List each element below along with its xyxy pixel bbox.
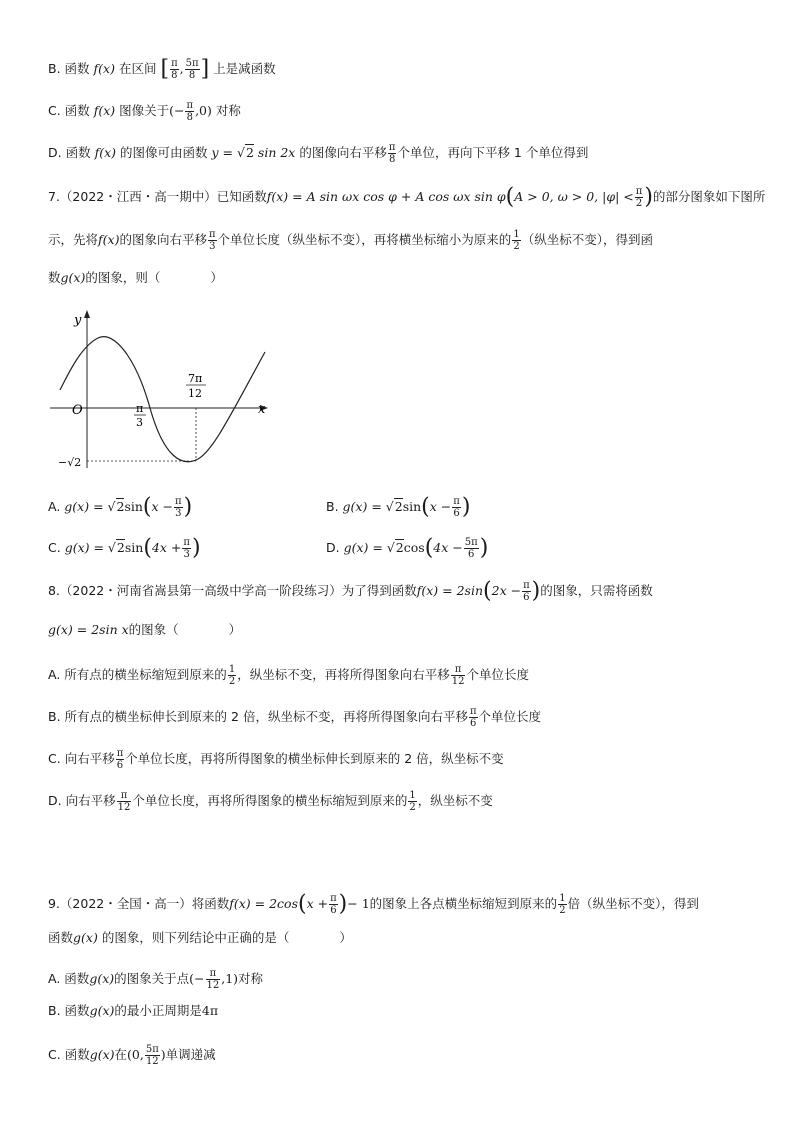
text: 的图象向右平移 — [119, 232, 207, 247]
math: ) — [160, 1047, 166, 1062]
bracket-open: [ — [160, 56, 170, 82]
text: 的图象上各点横坐标缩短到原来的 — [369, 896, 558, 911]
text: 所有点的横坐标缩短到原来的 — [64, 667, 227, 682]
math: sin — [124, 499, 143, 514]
min-value-label: −√2 — [58, 456, 82, 469]
text: 数 — [48, 270, 61, 285]
q7-option-c[interactable]: C. g(x) = √2sin(4x + $\frac{\pi}{3}$ ) — [48, 535, 201, 561]
text: 的最小正周期是 — [114, 1003, 202, 1018]
x-axis-label: x — [258, 402, 266, 417]
text: 向右平移 — [64, 751, 115, 766]
math: (− — [189, 971, 205, 986]
option-label: A. — [48, 499, 61, 514]
text: 函数 — [64, 103, 90, 118]
text: 上是减函数 — [213, 61, 276, 76]
math-fx: f(x) — [93, 61, 115, 76]
math-fx: f(x) — [93, 103, 116, 118]
text: 单调递减 — [165, 1047, 216, 1062]
fraction: $\frac{5\pi}{12}$ — [145, 1044, 159, 1067]
q6-option-d — [48, 142, 588, 165]
sqrt: √2 — [385, 499, 403, 514]
q7-option-b[interactable]: B. g(x) = √2sin(x − $\frac{\pi}{6}$ ) — [326, 494, 471, 520]
math: 2x − — [491, 583, 522, 598]
math: ,1) — [221, 971, 239, 986]
text: 函数 — [64, 1003, 90, 1018]
math: 4π — [201, 1003, 219, 1018]
text: 函数 — [64, 61, 90, 76]
option-label: D. — [326, 540, 340, 555]
math: x − — [429, 499, 452, 514]
fraction: $\frac{\pi}{2}$ — [635, 186, 643, 209]
fraction: $\frac{1}{2}$ — [559, 893, 566, 916]
option-label: C. — [48, 103, 61, 118]
text: 的图像向右平移 — [299, 145, 387, 160]
q7-option-d[interactable]: D. g(x) = √2cos(4x − $\frac{5\pi}{6}$ ) — [326, 535, 489, 561]
fraction: $\frac{1}{2}$ — [409, 790, 416, 813]
math: f(x) = A sin ωx cos φ + A cos ωx sin φ — [266, 189, 506, 204]
fraction: $\frac{\pi}{6}$ — [330, 893, 337, 916]
math-gx: g(x) — [89, 971, 115, 986]
option-label: A. — [48, 667, 61, 682]
text: 函数 — [48, 930, 74, 945]
text: 的图象（ ） — [128, 622, 242, 637]
tick-pi3-den: 3 — [136, 416, 143, 429]
tick-pi3-num: π — [136, 402, 144, 415]
option-label: B. — [48, 61, 61, 76]
q7-stem-line1: 7.（2022・江西・高一期中）已知函数f(x) = A sin ωx cos φ + A cos ωx sin φ(A > 0, ω > 0, |φ| < $\frac{\pi}{2}$ )的部分图象如下图所 — [48, 184, 766, 210]
option-label: C. — [48, 540, 61, 555]
fraction: $\frac{\pi}{6}$ — [116, 748, 124, 771]
sqrt: √2 — [107, 540, 125, 555]
fraction: $\frac{\pi}{12}$ — [206, 968, 220, 991]
text: 倍（纵坐标不变），得到 — [567, 896, 699, 911]
q9-option-a[interactable] — [48, 968, 263, 991]
text: 函数 — [65, 145, 91, 160]
text: 示，先将 — [48, 232, 99, 247]
fraction: $\frac{\pi}{6}$ — [523, 580, 530, 603]
q7-stem-line2 — [48, 229, 653, 252]
fraction: $\frac{\pi}{3}$ — [175, 496, 182, 519]
math: sin — [402, 499, 422, 514]
sqrt: √2 — [107, 499, 125, 514]
fraction: $\frac{5\pi}{6}$ — [464, 537, 478, 560]
text: 个单位长度 — [478, 709, 542, 724]
fraction: $\frac{\pi}{8}$ — [388, 142, 396, 165]
math: A > 0, ω > 0, |φ| < — [514, 189, 634, 204]
sqrt: √2 — [386, 540, 404, 555]
math-gx: g(x) = — [64, 540, 108, 555]
fraction: $\frac{\pi}{6}$ — [453, 496, 460, 519]
q8-option-a[interactable] — [48, 664, 529, 687]
text: 个单位长度 — [466, 667, 529, 682]
option-label: D. — [48, 145, 62, 160]
text: ，纵坐标不变，再将所得图象向右平移 — [237, 667, 450, 682]
sqrt: √2 — [237, 145, 254, 160]
math: 4x + — [151, 540, 182, 555]
q8-option-d[interactable] — [48, 790, 493, 813]
tick-7pi12-num: 7π — [188, 372, 203, 385]
math-fx: f(x) — [98, 232, 120, 247]
math: − 1 — [347, 896, 370, 911]
option-label: B. — [48, 709, 61, 724]
math: f(x) = 2sin — [416, 583, 484, 598]
math: f(x) = 2cos — [229, 896, 298, 911]
math: 4x − — [433, 540, 463, 555]
math: x − — [151, 499, 174, 514]
text: 个单位，再向下平移 1 个单位得到 — [397, 145, 589, 160]
text: 的图象，只需将函数 — [540, 583, 653, 598]
fraction: $\frac{1}{2}$ — [228, 664, 236, 687]
option-label: C. — [48, 1047, 61, 1062]
math-gx: g(x) = — [342, 499, 386, 514]
y-axis-arrow — [84, 310, 90, 318]
q9-stem-line2 — [48, 932, 352, 945]
q7-stem-line3 — [48, 272, 223, 285]
text: 8.（2022・河南省嵩县第一高级中学高一阶段练习）为了得到函数 — [48, 583, 417, 598]
text: 对称 — [215, 103, 241, 118]
fraction: $\frac{\pi}{6}$ — [469, 706, 477, 729]
q8-stem-line2 — [48, 624, 241, 637]
option-label: C. — [48, 751, 61, 766]
text: 图像关于 — [119, 103, 170, 118]
fraction: $\frac{1}{2}$ — [513, 229, 520, 252]
math: ,0) — [195, 103, 212, 118]
text: 的图象关于点 — [114, 971, 190, 986]
text: 的图象，则（ ） — [85, 270, 223, 285]
text: 函数 — [64, 1047, 90, 1062]
bracket-close: ] — [200, 56, 210, 82]
q7-sine-graph — [40, 308, 280, 478]
fraction: $\frac{\pi}{3}$ — [208, 229, 216, 252]
math-gx: g(x) — [60, 270, 86, 285]
math-gx: g(x) = 2sin x — [48, 622, 129, 637]
q8-option-c[interactable] — [48, 748, 504, 771]
text: 向右平移 — [65, 793, 116, 808]
text: 在区间 — [118, 61, 157, 76]
math: y = — [211, 145, 237, 160]
q8-option-b[interactable] — [48, 706, 541, 729]
q9-stem-line1: 9.（2022・全国・高一）将函数f(x) = 2cos(x + $\frac{\pi}{6}$ )− 1的图象上各点横坐标缩短到原来的 $\frac{1}{2}$ 倍（纵坐标不变），得到 — [48, 891, 699, 917]
text: 对称 — [238, 971, 264, 986]
math: sin — [124, 540, 144, 555]
text: 在 — [114, 1047, 128, 1062]
option-label: B. — [326, 499, 339, 514]
math: (0, — [127, 1047, 144, 1062]
math: (− — [169, 103, 185, 118]
fraction: $\frac{\pi}{12}$ — [117, 790, 131, 813]
math-gx: g(x) = — [64, 499, 108, 514]
text: 9.（2022・全国・高一）将函数 — [48, 896, 230, 911]
math-fx: f(x) — [94, 145, 117, 160]
text: 的部分图象如下图所 — [652, 189, 766, 204]
option-label: D. — [48, 793, 62, 808]
fraction: $\frac{5\pi}{8}$ — [185, 58, 199, 81]
q9-option-b[interactable] — [48, 1005, 218, 1018]
text: 所有点的横坐标伸长到原来的 2 倍，纵坐标不变，再将所得图象向右平移 — [64, 709, 468, 724]
text: 函数 — [64, 971, 90, 986]
text: 个单位长度，再将所得图象的横坐标伸长到原来的 2 倍，纵坐标不变 — [125, 751, 504, 766]
q6-option-b: B. 函数 f(x) 在区间 [ $\frac{\pi}{8}$ , $\frac{5\pi}{8}$ ] 上是减函数 — [48, 56, 276, 82]
fraction: $\frac{\pi}{8}$ — [186, 100, 194, 123]
math-gx: g(x) = — [343, 540, 387, 555]
text: 的图象，则下列结论中正确的是（ ） — [101, 930, 352, 945]
text: 的图像可由函数 — [120, 145, 208, 160]
tick-7pi12-den: 12 — [188, 387, 202, 400]
math: sin 2x — [257, 145, 296, 160]
q7-option-a[interactable]: A. g(x) = √2sin(x − $\frac{\pi}{3}$ ) — [48, 494, 193, 520]
q9-option-c[interactable] — [48, 1044, 216, 1067]
fraction: $\frac{\pi}{12}$ — [451, 664, 465, 687]
option-label: A. — [48, 971, 61, 986]
fraction: $\frac{\pi}{3}$ — [183, 537, 190, 560]
math-gx: g(x) — [89, 1003, 115, 1018]
y-axis-label: y — [74, 313, 82, 328]
math-gx: g(x) — [89, 1047, 115, 1062]
math-gx: g(x) — [73, 930, 98, 945]
option-label: B. — [48, 1003, 61, 1018]
sine-curve — [60, 337, 265, 462]
text: 7.（2022・江西・高一期中）已知函数 — [48, 189, 267, 204]
q8-stem-line1: 8.（2022・河南省嵩县第一高级中学高一阶段练习）为了得到函数f(x) = 2sin(2x − $\frac{\pi}{6}$ )的图象，只需将函数 — [48, 578, 653, 604]
text: 个单位长度（纵坐标不变），再将横坐标缩小为原来的 — [217, 232, 512, 247]
text: ，纵坐标不变 — [417, 793, 493, 808]
q6-option-c — [48, 100, 241, 123]
math: cos — [403, 540, 425, 555]
math: x + — [306, 896, 329, 911]
origin-label: O — [72, 403, 83, 418]
fraction: $\frac{\pi}{8}$ — [171, 58, 178, 81]
text: （纵坐标不变），得到函 — [521, 232, 653, 247]
text: 个单位长度，再将所得图象的横坐标缩短到原来的 — [132, 793, 408, 808]
